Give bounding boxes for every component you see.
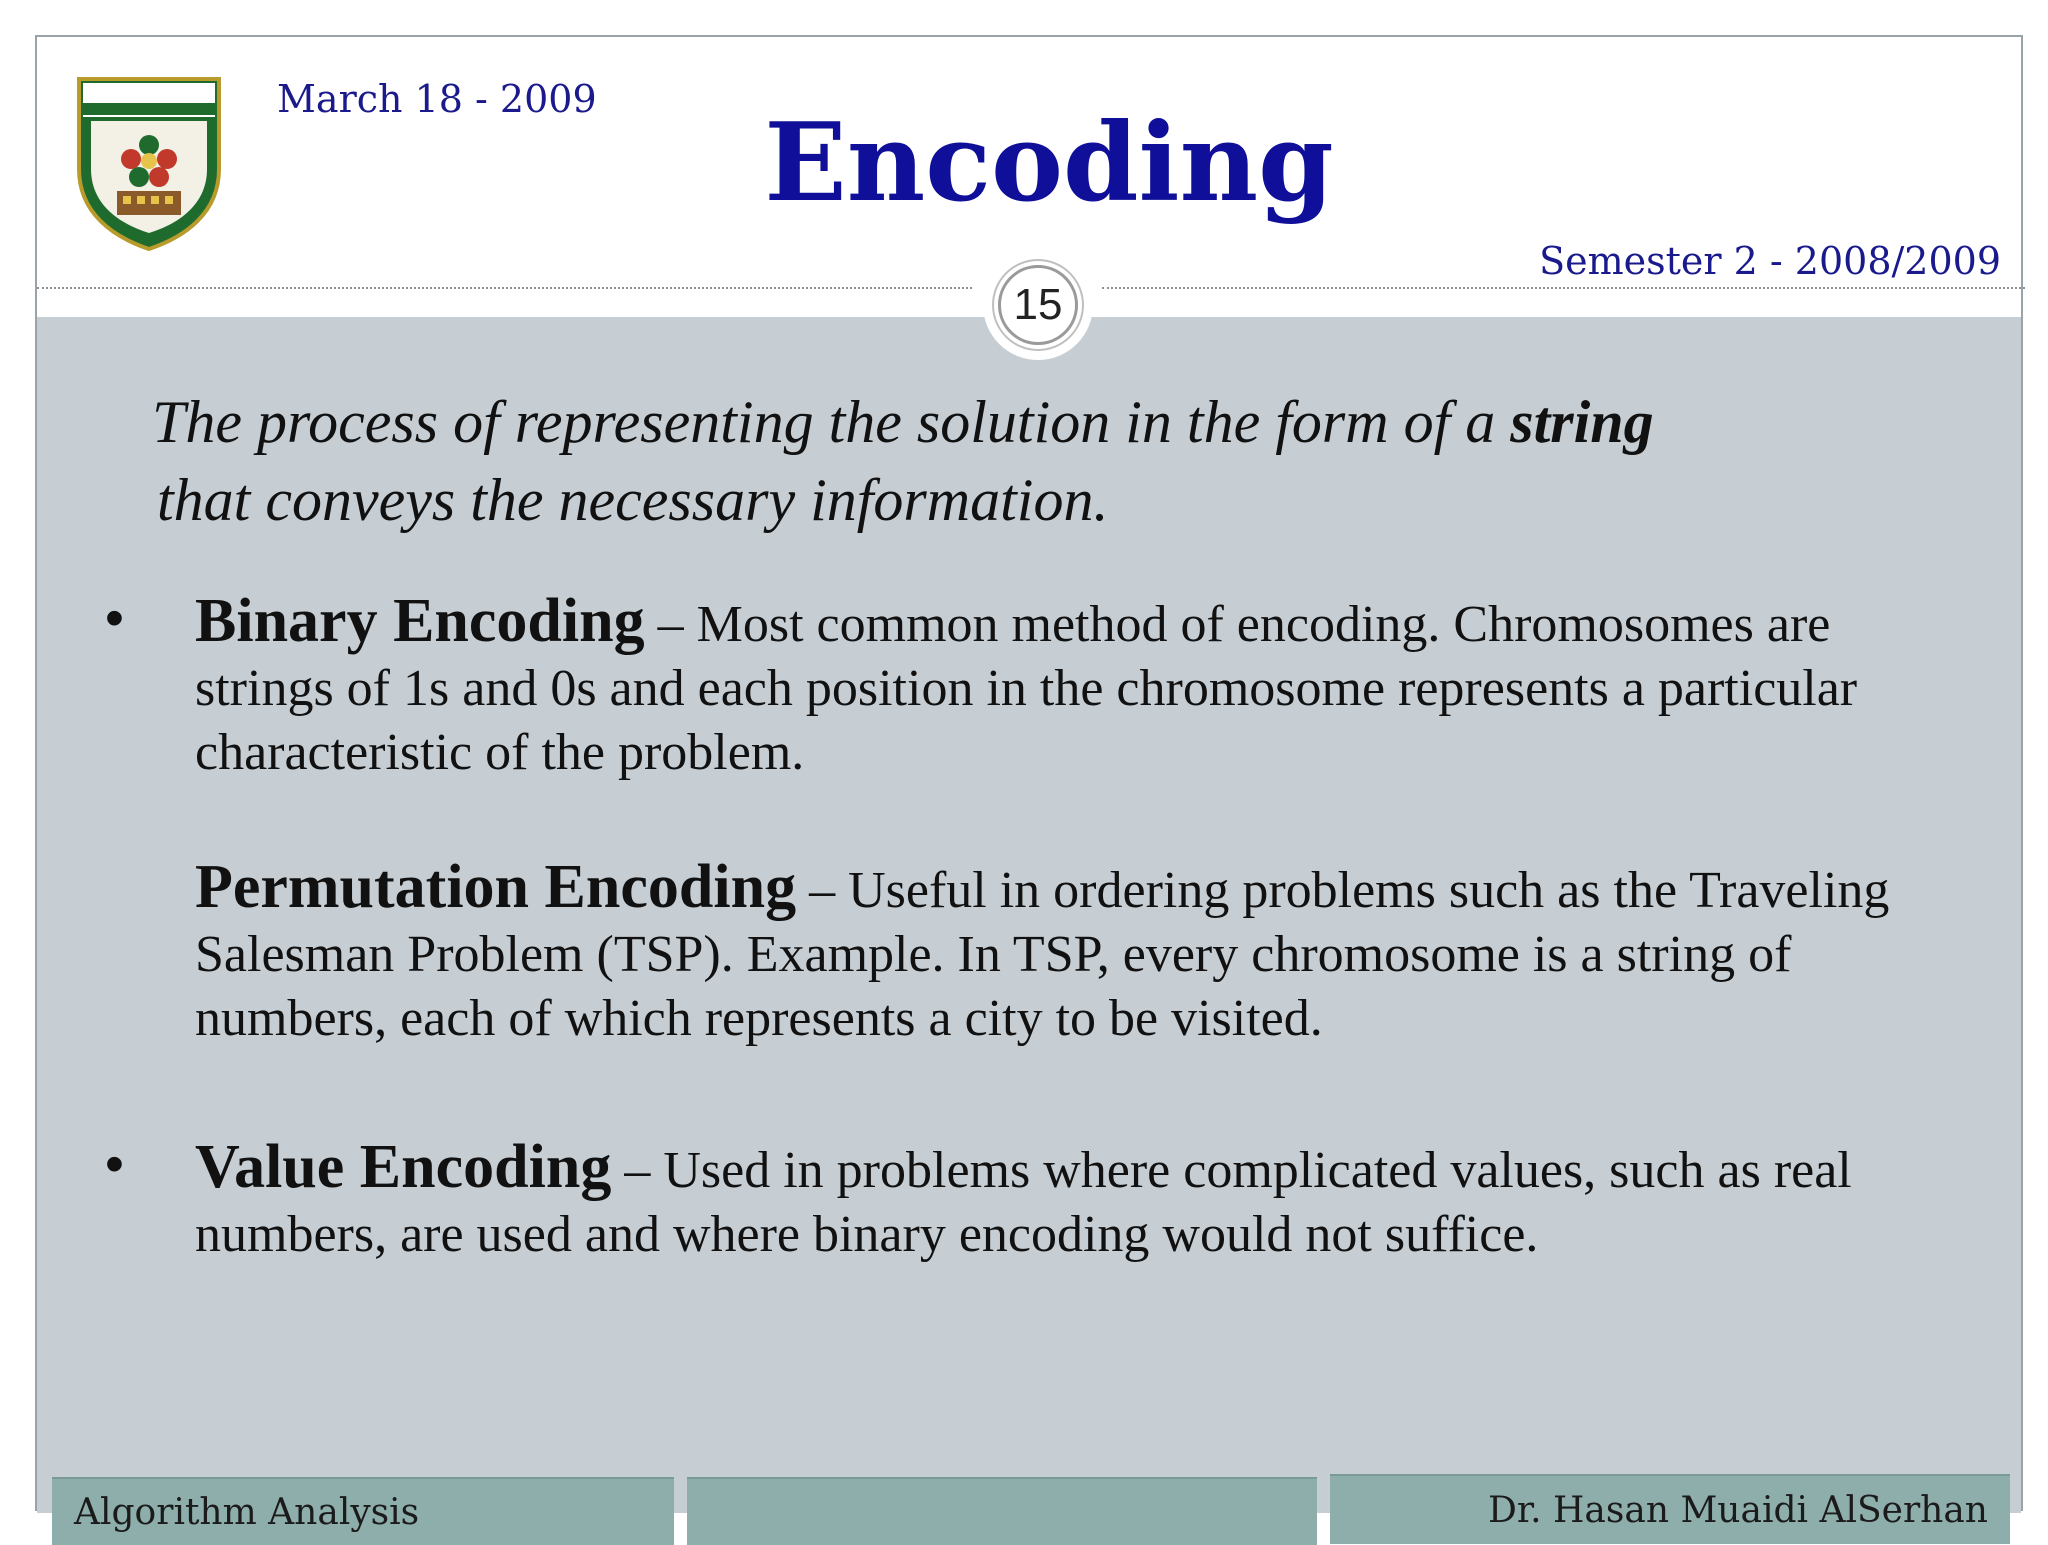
intro-bold-word: string xyxy=(1510,389,1654,455)
bullet-term: Value Encoding xyxy=(195,1133,612,1201)
bullet-value-encoding xyxy=(87,1135,1947,1267)
bullet-dash: – xyxy=(644,596,697,653)
bullet-dash: – xyxy=(611,1142,664,1199)
bullet-term: Binary Encoding xyxy=(195,587,645,655)
footer-course-label: Algorithm Analysis xyxy=(74,1491,420,1533)
footer-middle xyxy=(687,1477,1317,1545)
bullet-description: Useful in ordering problems such as the Traveling Salesman Problem (TSP). Example. In TSP, every chromosome is a string of numbers, each of which represents a city to be visited. xyxy=(195,862,1890,1047)
slide-title: Encoding xyxy=(764,100,1334,226)
bullet-dash: – xyxy=(796,862,849,919)
bullet-description: Most common method of encoding. Chromosomes are strings of 1s and 0s and each position in the chromosome represents a particular characteristic of the problem. xyxy=(195,596,1858,781)
slide-date: March 18 - 2009 xyxy=(277,77,597,121)
intro-text: The process of representing the solution in the form of a xyxy=(152,389,1511,455)
intro-paragraph xyxy=(152,383,1892,539)
page-number-badge xyxy=(983,250,1093,360)
bullet-permutation-encoding xyxy=(87,855,1947,1051)
semester-label: Semester 2 - 2008/2009 xyxy=(1539,239,2001,283)
page-number: 15 xyxy=(998,265,1078,345)
header-divider-left xyxy=(37,287,972,289)
bullet-term: Permutation Encoding xyxy=(195,853,797,921)
footer-author xyxy=(1330,1474,2010,1544)
bullet-marker: • xyxy=(105,588,124,648)
header-divider-right xyxy=(1102,287,2025,289)
footer-course xyxy=(52,1477,674,1545)
footer-author-label: Dr. Hasan Muaidi AlSerhan xyxy=(1488,1489,1988,1531)
bullet-description: Used in problems where complicated values, such as real numbers, are used and where binary encoding would not suffice. xyxy=(195,1142,1852,1263)
bullet-binary-encoding xyxy=(87,589,1947,785)
bullet-marker: • xyxy=(105,1134,124,1194)
slide xyxy=(35,35,2023,1533)
intro-line-2: that conveys the necessary information. xyxy=(157,467,1109,533)
